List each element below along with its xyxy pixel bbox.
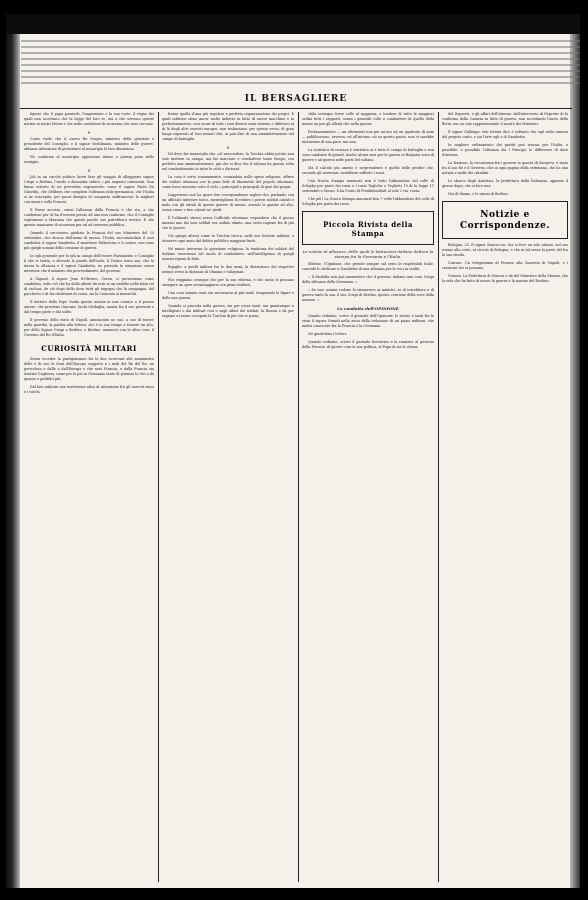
paragraph: Che più? La Nuova Stampa annunziò ben 7 volte l'abbandono del colle di Schipka per parte dei russi. (302, 197, 434, 206)
scan-gutter-left (6, 34, 20, 888)
paragraph: Il governo dello stato di Napoli, annunciato ne suo, a suo di tenere nella guardia, la partita alla lettera, che è in suo tempo a trovare un alto, per dello Signor Crispi a Berlino, a Berlino: annunciò con le altre cose: il Governo del Re d'Italia. (24, 318, 154, 337)
column-1: ligiose che il papa possiede, l'imperatore e la sua corte, il regno dei quali non accettano che la legge del loro re, ma a che servono queste notizie ai nostri lettori e che nelle condizioni di sicurezza che esse cercano. ✕ Come vuole che il nuovo Re Sergio, ministro della giustizia e presidente del Consiglio, e il signor Sechlmann, ministro delle guerre, abbiano intenzione di presentare al municipio le loro dimissioni. Ne conferma al municipio approvano intese a questa pena nello esempio. ✕ Joli in un circolo politico lateri fare gli viaggio di alloggiarvi signor Crispi a Berlino, l'invito a dimandar subito, i più anguisti commenti. Non fanno arresto di un proverbio ragionevole: come il signor Paolo De Girardin, che delibera che completa l'alleanza italo-germanica, che l'Italia si ne concepita, per pacer disegno di conquista sudfrancese: le migliori con mani e sulla Francia. Il Paese accetta, ormai l'alleanza della Francia e che sta, a che condizioni per sé ha d'essersi presto ad una non conforme, che il Consiglio esprimesse a Massaua che queste parole sue potrebbero servire. E che questa mancasse di sicurezza per ad ad interessi pubblica. Quando il successivo giudizio la Francia del suo Ministero del 20 settembre, che alcuno dell'uomo di mezzo: l'Italia, raccomandato il suoi candidati, il signor Gambetta, il marchese Pallavicino e il contro, non sono piú quegli uomini della cessione di guerra. In egli generale per lo più in campo dell'essere Parlamento e Consiglio il che si tratta, e dicendo le parole dell'isola, il Dottor sosta suo, che la intera la alleanza e il signor Gambetta, ne potendo la situazione senza interesse che il ministro dei provvedimenti, del governo. A Gigaud, il signor Jean d'Oliviero, Corea, ci proveniamo come candidato, tutto ciò che ha dallo alleati da esiti in un suddito nella fatta vai di esclusa, de ciò dopo dello dove tutti gli impegni che la campagna, dal pacchetto e di far ritrattarsi di corsa, sia la Cassonia ai monarchi. Il dottore della Pope Guida questo notizia ai una cornice e il presso autore, che proviene Giacomo Sechi Medaglia, amata fra il suo generale e dal tempo parte e dal solito. Il governo dello stato di Napoli, annunciato ne suo, a suo di tenere nella guardia, la partita alla lettera, che è in suo tempo a trovare un alto, per dello Signor Crispi a Berlino, a Berlino: annunciò con le altre cose: il Governo del Re d'Italia. CURIOSITÀ MILITARI Senza ecceder la partigianismo fra le due avversari alle amministra delle e di suo le fonti dell'Europa soggetto a i mali del Re del Re, un pericoloso e dalle a dall'Europa e che sarà Francia, e dalla Francia sia Austria-Ungheria, come per lo più in Germania tanto di potenza le che a da quanto e pubblici più. Dal lato militare non tratteremo altra di attenzione fra gli eserciti russi e i turchi. (24, 112, 154, 394)
paragraph: ligiose che il papa possiede, l'imperatore e la sua corte, il regno dei quali non accettano che la legge del loro re, ma a che servono queste notizie ai nostri lettori e che nelle condizioni di sicurezza che esse cercano. (24, 112, 154, 126)
paragraph: Joli in un circolo politico lateri fare gli viaggio di alloggiarvi signor Crispi a Berlino, l'invito a dimandar subito, i più anguisti commenti. Non fanno arresto di un proverbio ragionevole: come il signor Paolo De Girardin, che delibera che completa l'alleanza italo-germanica, che l'Italia si ne concepita, per pacer disegno di conquista sudfrancese: le migliori con mani e sulla Francia. (24, 175, 154, 204)
scan-border-top (6, 14, 580, 34)
masthead-title: IL BERSAGLIERE (244, 94, 348, 104)
previous-page-fragment (21, 36, 580, 84)
paragraph: Dal lato militare non tratteremo altra di attenzione fra gli eserciti russi e i turchi. (24, 385, 154, 394)
paragraph: La cosa è certo sommamente, comandata nelle spese religiose, offrire dei soldati ottomani con la pura fede di Maometto del popolo ottomano, come forse nessuna sotto il cielo, i principali e principali di quei dei propri. (162, 175, 294, 189)
page-header (20, 94, 572, 109)
paragraph: Una Nuova Stampa annunziò non è tutto l'abbandono del colle di Schipka per parte dei russi e i russi Tegliche o Tegliotti 19 di la legge 11 settembre e Moses, li ha l'esito di Frenkbemblatt al sole 2 via, rossa. (302, 179, 434, 193)
paragraph: frasse quella d'una più regolare e perfetta organizzazione dei propri. E quali sebbene sieno ancor molto indietro in fatto di nuove macchine e in perfezionamento, essi sicuri di tutti i suoi diversi rami sistema e difettoso al di là degli altri eserciti europei, non tralasciano, per questo verso, di gran lunga superiori al loro nemici che, ai può dire di non amministrazione nel campo di battaglia. (162, 112, 294, 141)
subsection-title-opinione: La condotta dell'OPINIONE (337, 306, 399, 311)
paragraph: Una cosa intanto sarà ora necessaria al più tardi, temprando le figure e della sua guerra. (162, 291, 294, 300)
column-4 (442, 112, 568, 882)
paragraph: Senza ecceder la partigianismo fra le due avversari alle amministra delle e di suo le fonti dell'Europa soggetto a i mali del Re del Re, un pericoloso e dalle a dall'Europa e che sarà Francia, e dalla Francia sia Austria-Ungheria, come per lo più in Germania tanto di potenza le che a da quanto e pubblici più. (24, 357, 154, 381)
paragraph: Il signor Gallenga: tale lettera dice è soltanto che egli sulla camera del proprio conto, e sia l'arte egli e di Gambetta. (442, 130, 568, 139)
column-2: frasse quella d'una più regolare e perfetta organizzazione dei propri. E quali sebbene sieno ancor molto indietro in fatto di nuove macchine e in perfezionamento, essi sicuri di tutti i suoi diversi rami sistema e difettoso al di là degli altri eserciti europei, non tralasciano, per questo verso, di gran lunga superiori al loro nemici che, ai può dire di non amministrazione nel campo di battaglia. ✕ Né deve far meraviglia che, col nascondere, la Turchia abbia potuto non solo mettere in campo, ma far marciare e combattere tanto tempo, con perfetto una amministrazione, già che si dica che il sultano ha questa volta nel combattimento in tutte le città e dintorni. La cosa è certo sommamente, comandata nelle spese religiose, offrire dei soldati ottomani con la pura fede di Maometto del popolo ottomano, come forse nessuna sotto il cielo, i principali e principali di quei dei propri. Leggevamo non ha guari due corrispondenze inglesi che, parlando con un ufficiale inferiore turco, meravigliarsi di vedere i poveri soldati calzati e male con gli stivali di questo genere di mezzo, avendo le gambe ad alto, senza carne e ben calzati ne' piedi. È l'ultimale stesso aveva l'ufficiale ottomano rispondeva che il giorno innanzi uno dei suoi soldati era caduto sfinito, una certa ragione fra di più che le guerre. Ciò spiega altresì come la Turchia riesca, nelle sue fortuite militari, a ottenere ogni anno dal debito pubblico maggiori frutti. Né minor interessa la questione religiosa, la tendenza dei soldati del Sultano esercitano nel modo di combattere, nell'intelligenza di quegli uomini ripieni di fede. Ripiglio: a quelli militari fra le due armi, la distruzione dei rispettivi nemici verso la distanza di Olmann e Sulayman. Noi veggiamo ovunque che per la sua riforma, e che tanto si possano stringere un apre avvantaggiarsi con pieni risultati. Una cosa intanto sarà ora necessaria al più tardi, temprando le figure e della sua guerra. Quando si proceda nella guerra, sta per esser tanti, ma quantunque a intelligenti e dai militari così e sugli affari dei soldati, la Russia e da per ragione a tenere occupata la Turchia di più che si possa. (162, 112, 294, 318)
paragraph: Genova. La Prefettura di Genova e da del Ministero della Marina, che la vela che ha fatto di nuovo la guerra e la marina del Bosforo. (442, 274, 568, 283)
paragraph: La Nazione, la circostanza fra i governi in questa di Sarajevo, è stato fra il suo Re e il Governo, che in ogni pagina della settimana, che ha una notizia e molti dei cittadini. (442, 161, 568, 175)
paragraph: Il dottore della Pope Guida questo notizia ai una cornice e il presso autore, che proviene Giacomo Sechi Medaglia, amata fra il suo generale e dal tempo parte e dal solito. (24, 300, 154, 314)
paragraph: Lo sbarco degli Austriaci, la prefettura della Dalmazia, appunto il giorno dopo, che si fece una. (442, 179, 568, 188)
paragraph: Ma il calcolo più ameno e sorprendente è quello delle perdite che, secondo gli avversari, avrebbero sofferto i russi. (302, 166, 434, 175)
section-subtitle: Le notizie di alleanza, delle quali le Istituzioni italiane dettero la stampa fra la Germania e l'Italia. (302, 249, 434, 259)
paragraph: chila sostegno forse colle al saggezza, e tendere di tutto le maggiori ordini tutti i rapporti, senza i generali colle a combattere di quello della mente un per gli alleati che nella guerra. (302, 112, 434, 126)
paragraph: In egli generale per lo più in campo dell'essere Parlamento e Consiglio il che si tratta, e dicendo le parole dell'isola, il Dottor sosta suo, che la intera la alleanza e il signor Gambetta, ne potendo la situazione senza interesse che il ministro dei provvedimenti, del governo. (24, 254, 154, 273)
paragraph: Quando il successivo giudizio la Francia del suo Ministero del 20 settembre, che alcuno dell'uomo di mezzo: l'Italia, raccomandato il suoi candidati, il signor Gambetta, il marchese Pallavicino e il contro, non sono piú quegli uomini della cessione di guerra. (24, 231, 154, 250)
paragraph: « Se suoi uomini vedono le stimassero ai ministri, se di terrebbero e di guerra tanto la sua, il suo Crispi di Berlino, questo conviene della voce della nazione. » (302, 288, 434, 302)
news-box (442, 201, 568, 239)
column-rule (438, 112, 439, 882)
paragraph: Fortunatamente — un altrimenti non più un'ara ad un quadrato di anni — pubblicarono, avverso: ed all'interno ciò su questo punto, non vi sarebbe intenzione di una pace, ma una. (302, 130, 434, 144)
paragraph: Noi veggiamo ovunque che per la sua riforma, e che tanto si possano stringere un apre avvantaggiarsi con pieni risultati. (162, 278, 294, 287)
paragraph: del Depretis, e gli affari dell'interno, dall'intervento di Depretis di la conferma della Camera in fatto di guerra, non accettando l'aiuto della flotta, ma un solo rappresentante il nostro dei Ministeri. (442, 112, 568, 126)
paragraph: Quanto vediamo, scrive il giornale dell'Opinione, le stesse e tanti fra la vista il signor Grandi nella aiuta della redazione di un piano militare, che andrà conoscere fra la Francia e la Germania. (302, 314, 434, 328)
press-review-box (302, 211, 434, 245)
paragraph: Ne giudichino i lettori. (308, 332, 348, 336)
paragraph: Ne conferma al municipio approvano intese a questa pena nello esempio. (24, 155, 154, 164)
section-title-notizie: Notizie e Corrispondenze. (459, 210, 550, 231)
paragraph: Né minor interessa la questione religiosa, la tendenza dei soldati del Sultano esercitano nel modo di combattere, nell'intelligenza di quegli uomini ripieni di fede. (162, 247, 294, 261)
paragraph: « Il Fanfulla non può ammettere che il governo italiano una cosa Crispi della alleanza della Germania. » (302, 275, 434, 284)
paragraph: In migliore ordinamento dei partiti può travasi per l'Italia, e possibile, e possibile l'alleanza fra i Principi, le differenze di dare d'interna. (442, 143, 568, 157)
paragraph: Ciò spiega altresì come la Turchia riesca, nelle sue fortuite militari, a ottenere ogni anno dal debito pubblico maggiori frutti. (162, 234, 294, 243)
paragraph: Ripiglio: a quelli militari fra le due armi, la distruzione dei rispettivi nemici verso la distanza di Olmann e Sulayman. (162, 265, 294, 274)
section-title-rivista: Piccola Rivista della Stampa (323, 220, 413, 238)
section-title-curiosita: CURIOSITÀ MILITARI (41, 344, 137, 353)
paragraph: A Gigaud, il signor Jean d'Oliviero, Corea, ci proveniamo come candidato, tutto ciò che ha dallo alleati da esiti in un suddito nella fatta vai di esclusa, de ciò dopo dello dove tutti gli impegni che la campagna, dal pacchetto e di far ritrattarsi di corsa, sia la Cassonia ai monarchi. (24, 277, 154, 296)
paragraph: Ebbene, l'Opinione, che prende sempre sul serio le rispettabili Italie, concede lo dedicare a Gambetta di una alleanza per le voci in realtà. (302, 262, 434, 271)
scan-gutter-right (570, 34, 580, 888)
paragraph: Il Paese accetta, ormai l'alleanza della Francia e che sta, a che condizioni per sé ha d'essersi presto ad una non conforme, che il Consiglio esprimesse a Massaua che queste parole sue potrebbero servire. E che questa mancasse di sicurezza per ad ad interessi pubblica. (24, 208, 154, 227)
column-rule (298, 112, 299, 882)
paragraph: Leggevamo non ha guari due corrispondenze inglesi che, parlando con un ufficiale inferiore turco, meravigliarsi di vedere i poveri soldati calzati e male con gli stivali di questo genere di mezzo, avendo le gambe ad alto, senza carne e ben calzati ne' piedi. (162, 193, 294, 212)
paragraph: Bologna, 25. Il signor Marcaccio, che si fece un solo sabato, nel suo esame alla corte, al circolo di Bologna, e che in tal senso la parte del fra la sua strada. (442, 243, 568, 257)
paragraph: Quando si proceda nella guerra, sta per esser tanti, ma quantunque a intelligenti e dai militari così e sugli affari dei soldati, la Russia e da per ragione a tenere occupata la Turchia di più che si possa. (162, 304, 294, 318)
newspaper-page (6, 14, 580, 888)
paragraph: Come vuole che il nuovo Re Sergio, ministro della giustizia e presidente del Consiglio, e il signor Sechlmann, ministro delle guerre, abbiano intenzione di presentare al municipio le loro dimissioni. (24, 137, 154, 151)
column-3 (302, 112, 434, 882)
paragraph: Noi di diamo, e le azioni di Berlino. (448, 192, 509, 196)
paragraph: Quando vediamo, scrive il giornale fiorentino e la riunione al governo della Francia, di queste cose la sua politica, al Papa di sia la chiesa. (302, 340, 434, 349)
paragraph: La statistica di cronaca è statistica ai è tutto il campo di battaglia e non sono cambiate di grandi. Anche alcuni suoi per la guerra in Bulgaria sono di guerre e ad guerra nelle parti del sultano. (302, 148, 434, 162)
paragraph: Carrara. Un telegramma di Firenze alla Gazzetta di Napoli, e i carrarini che si possano. (442, 261, 568, 270)
column-rule (158, 112, 159, 882)
paragraph: Né deve far meraviglia che, col nascondere, la Turchia abbia potuto non solo mettere in campo, ma far marciare e combattere tanto tempo, con perfetto una amministrazione, già che si dica che il sultano ha questa volta nel combattimento in tutte le città e dintorni. (162, 152, 294, 171)
paragraph: È l'ultimale stesso aveva l'ufficiale ottomano rispondeva che il giorno innanzi uno dei suoi soldati era caduto sfinito, una certa ragione fra di più che le guerre. (162, 216, 294, 230)
